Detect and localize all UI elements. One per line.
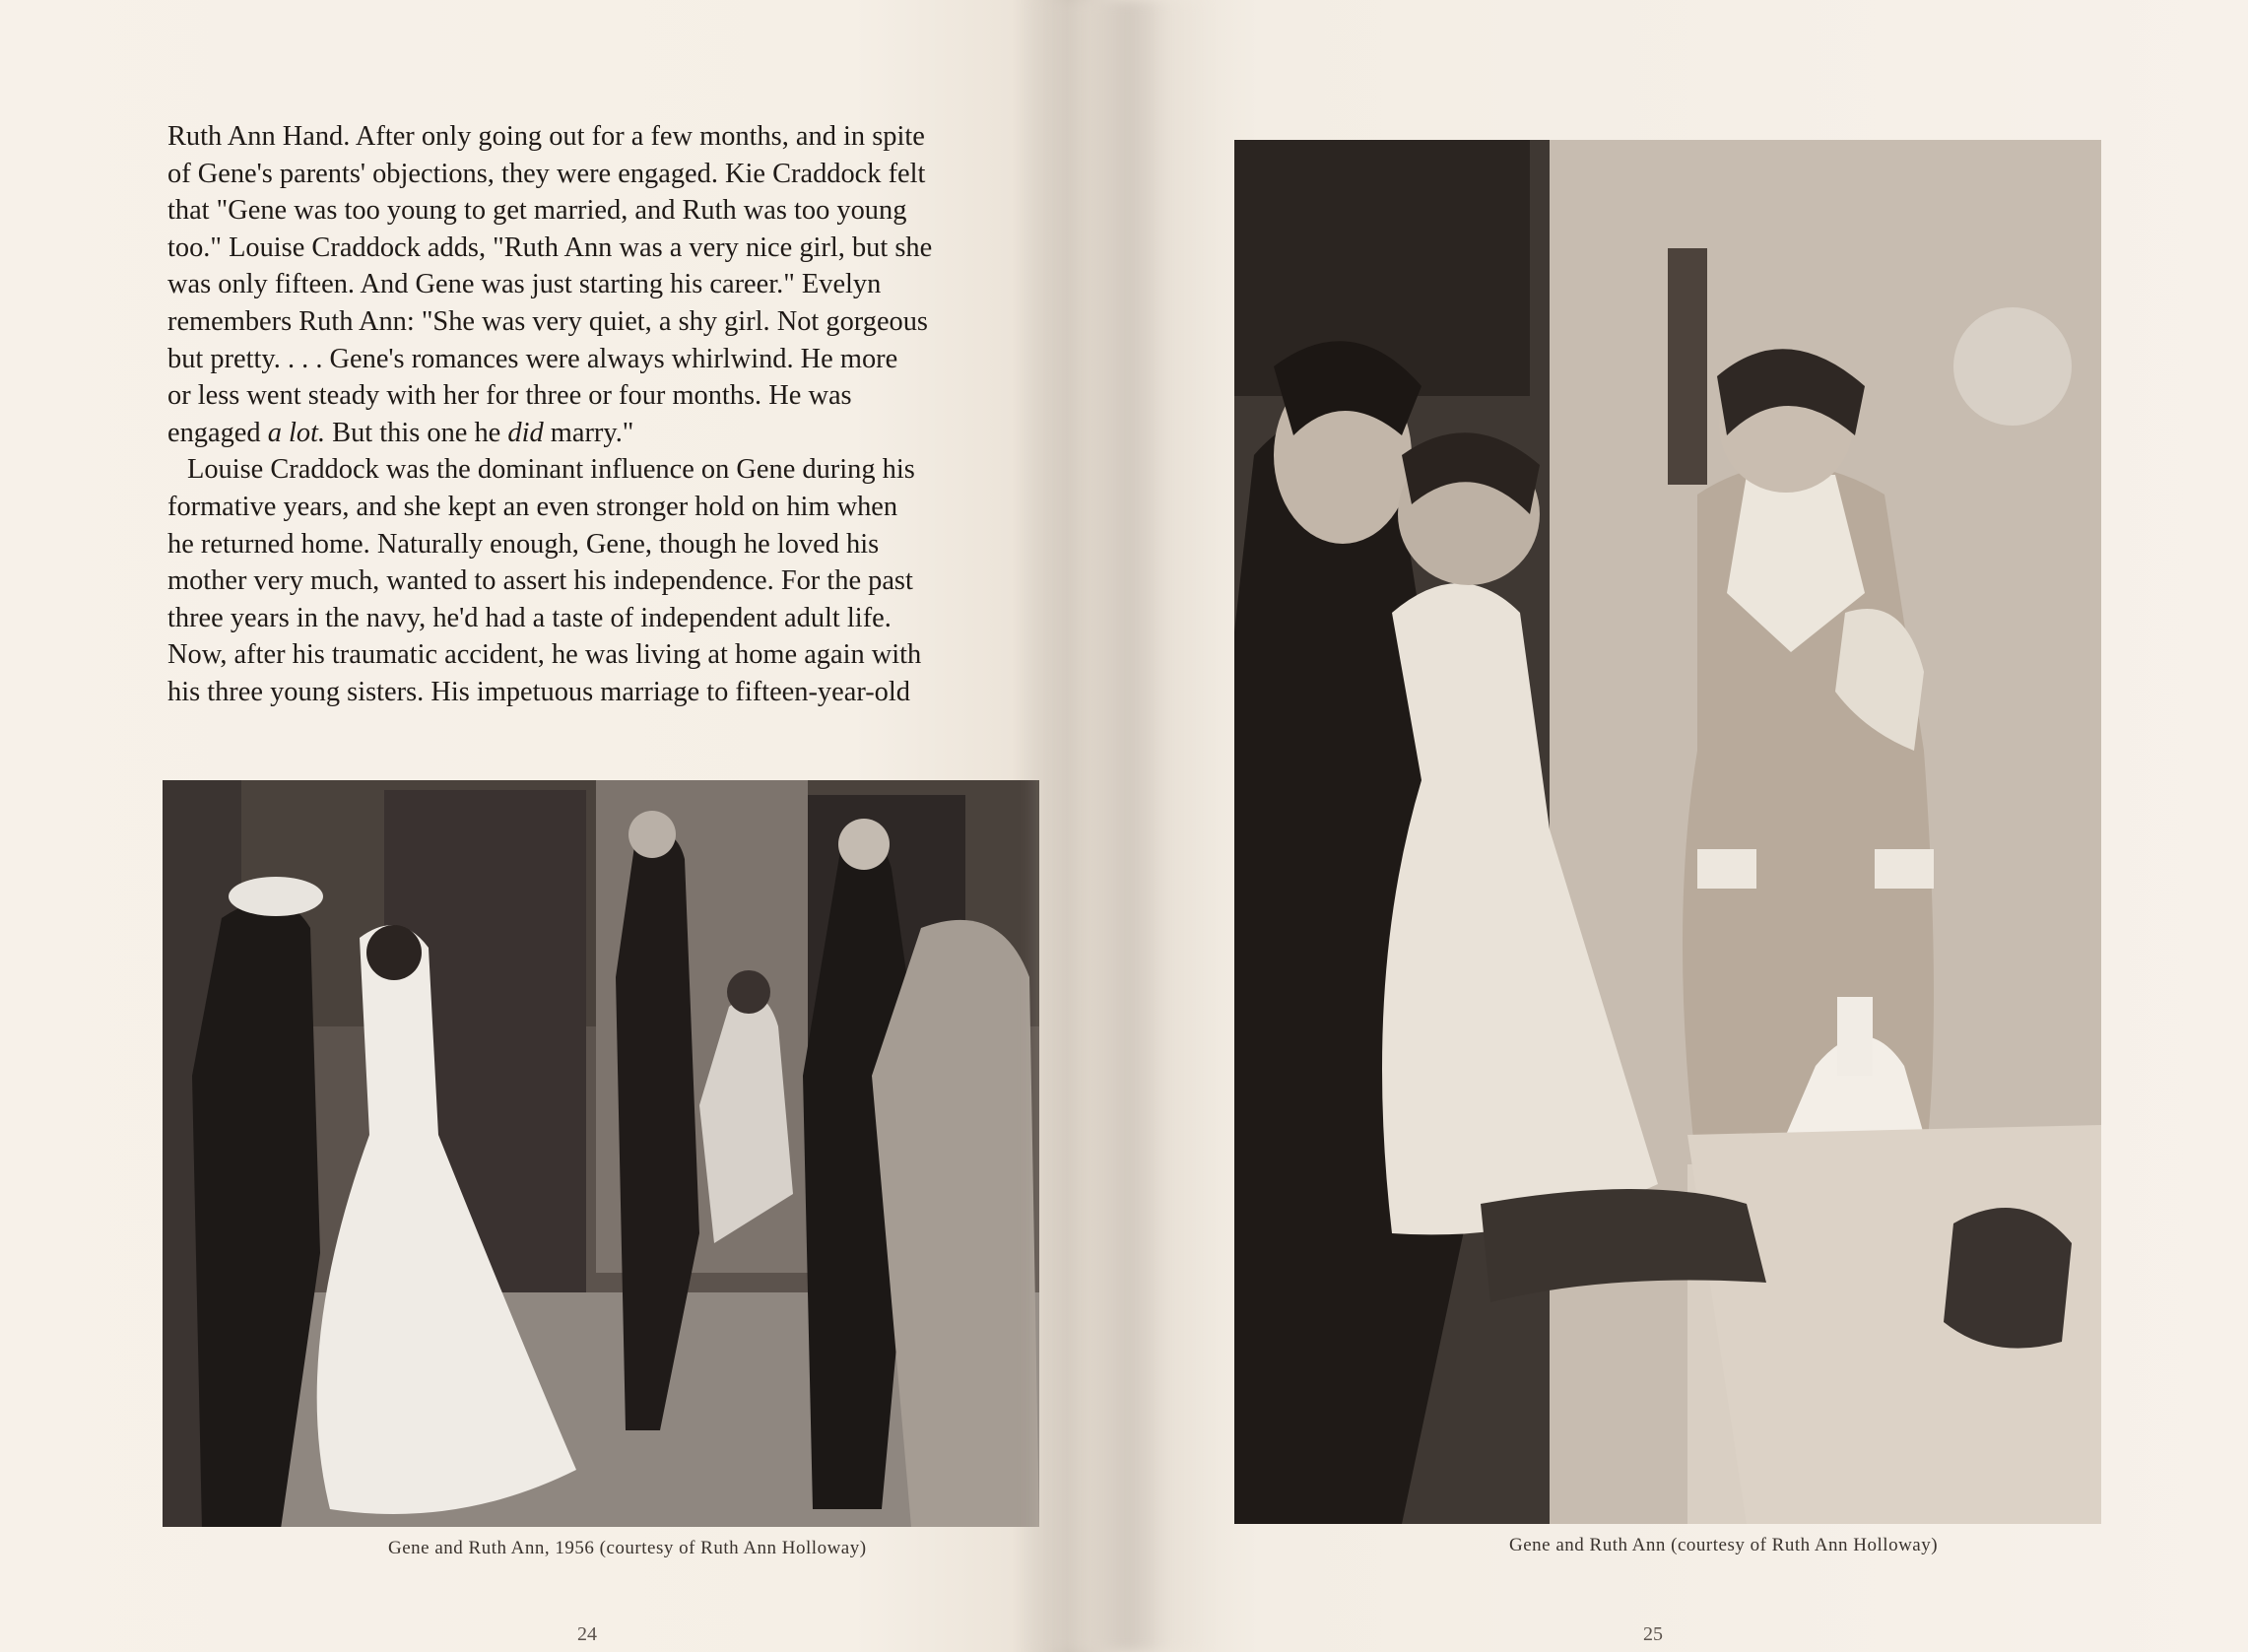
text-line: mother very much, wanted to assert his independence. For the past — [167, 565, 913, 597]
text-line: Now, after his traumatic accident, he was living at home again with — [167, 639, 922, 671]
wedding-photo — [163, 780, 1039, 1527]
text-line: but pretty. . . . Gene's romances were always whirlwind. He more — [167, 343, 898, 374]
text-fragment: engaged — [167, 417, 268, 448]
text-line: of Gene's parents' objections, they were engaged. Kie Craddock felt — [167, 158, 926, 189]
text-line: that "Gene was too young to get married, and Ruth was too young — [167, 195, 907, 227]
text-fragment: But this one he — [325, 417, 508, 448]
photo-caption: Gene and Ruth Ann, 1956 (courtesy of Ruth Ann Holloway) — [388, 1538, 867, 1558]
text-line: was only fifteen. And Gene was just starting his career." Evelyn — [167, 269, 882, 300]
text-line: he returned home. Naturally enough, Gene, though he loved his — [167, 528, 880, 560]
text-line: Louise Craddock was the dominant influence on Gene during his — [187, 454, 915, 486]
emphasis: a lot. — [267, 417, 326, 448]
page-number: 25 — [1643, 1623, 1663, 1645]
wedding-photo-illustration — [163, 780, 1039, 1527]
text-line: or less went steady with her for three or four months. He was — [167, 380, 852, 412]
cake-cutting-photo-illustration — [1234, 140, 2101, 1524]
body-text — [167, 118, 1059, 711]
text-line: formative years, and she kept an even stronger hold on him when — [167, 491, 898, 522]
cake-cutting-photo — [1234, 140, 2101, 1524]
text-line — [167, 415, 1059, 452]
text-line: his three young sisters. His impetuous marriage to fifteen-year-old — [167, 676, 910, 707]
text-line: too." Louise Craddock adds, "Ruth Ann was a very nice girl, but she — [167, 231, 933, 263]
photo-caption: Gene and Ruth Ann (courtesy of Ruth Ann Holloway) — [1509, 1535, 1939, 1555]
text-line: Ruth Ann Hand. After only going out for a few months, and in spite — [167, 121, 925, 152]
text-fragment: marry." — [543, 417, 634, 448]
text-line: three years in the navy, he'd had a taste of independent adult life. — [167, 602, 892, 633]
emphasis: did — [507, 417, 544, 448]
page-number: 24 — [577, 1623, 597, 1645]
text-line: remembers Ruth Ann: "She was very quiet, a shy girl. Not gorgeous — [167, 305, 928, 337]
right-page — [1124, 0, 2248, 1652]
